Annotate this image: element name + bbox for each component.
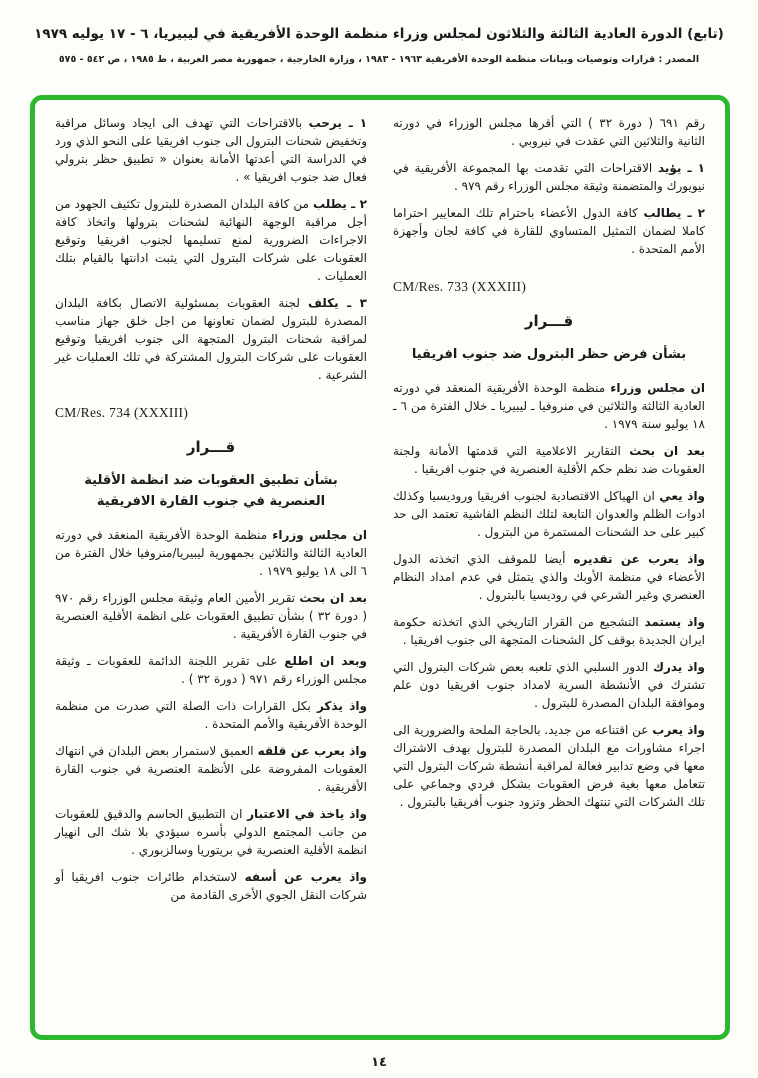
paragraph-lead: واذ يعي xyxy=(659,489,706,503)
column-right xyxy=(393,114,705,1021)
body-paragraph: رقم ٦٩١ ( دورة ٣٢ ) التي أقرها مجلس الوزراء في دورته الثانية والثلاثين التي عقدت في نيروبي . xyxy=(393,116,705,148)
body-paragraph: واذ يعرب عن أسفه لاستخدام طائرات جنوب افريقيا أو شركات النقل الجوي الأخرى القادمة من xyxy=(55,870,367,902)
page-number: ١٤ xyxy=(371,1055,387,1070)
paragraph-lead: واذ يعرب xyxy=(652,723,705,737)
paragraph-lead: ٣ ـ يكلف xyxy=(307,296,367,310)
resolution-subject: بشأن فرض حظر البترول ضد جنوب افريقيا xyxy=(411,347,687,362)
body-paragraph: ان مجلس وزراء منظمة الوحدة الأفريقية المنعقد في دورته العادية الثالثة والثلاثين بجمهورية ليبيريا/منروفيا خلال الفترة من ٦ الى ١٨ يوليو ١٩٧٩ . xyxy=(55,528,367,578)
paragraph-lead: واذ يستمد xyxy=(644,615,706,629)
body-paragraph: بعد ان بحث التقارير الاعلامية التي قدمتها الأمانة ولجنة العقوبات ضد نظم حكم الأقلية العنصرية في جنوب افريقيا . xyxy=(393,444,706,476)
resolution-reference: CM/Res. 733 (XXXIII) xyxy=(393,279,527,294)
page-footer xyxy=(0,1051,758,1070)
body-paragraph: ٢ ـ يطالب كافة الدول الأعضاء باحترام تلك المعايير احتراما كاملا لضمان التمثيل المتساوي للقارة في كافة لجان وأجهزة الأمم المتحدة . xyxy=(393,206,705,256)
paragraph-lead: بعد ان بحث xyxy=(629,444,706,458)
document-source-line: المصدر : قرارات وتوصيات وبيانات منظمة الوحدة الأفريقية ١٩٦٣ - ١٩٨٣ ، وزارة الخارجية ، جمهورية مصر العربية ، ط ١٩٨٥ ، ص ٥٤٢ - ٥٧٥ xyxy=(58,54,700,65)
resolution-heading: قـــرار xyxy=(524,312,574,330)
page-header xyxy=(0,0,758,65)
body-paragraph: واذ يدرك الدور السلبي الذي تلعبه بعض شركات البترول التي تشترك في الأنشطة السرية لامداد جنوب افريقيا دون علم وموافقة البلدان المصدرة للبترول . xyxy=(393,660,705,710)
body-paragraph: وبعد ان اطلع على تقرير اللجنة الدائمة للعقوبات ـ وثيقة مجلس الوزراء رقم ٩٧١ ( دورة ٣٢ ) . xyxy=(55,654,367,686)
body-paragraph: واذ يعرب عن قلقه العميق لاستمرار بعض البلدان في انتهاك العقوبات المفروضة على الأنظمة العنصرية في جنوب القارة الأفريقية . xyxy=(55,744,367,794)
body-paragraph: ١ ـ يرحب بالاقتراحات التي تهدف الى ايجاد وسائل مراقبة وتخفيض شحنات البترول الى جنوب افريقيا على النحو الذي ورد في الدراسة التي أعدتها الأمانة بعنوان « تطبيق حظر بترولي فعال ضد جنوب افريقيا » . xyxy=(55,116,368,184)
body-paragraph: ان مجلس وزراء منظمة الوحدة الأفريقية المنعقد في دورته العادية الثالثة والثلاثين في منروفيا ـ ليبيريا ـ خلال الفترة من ٦ ـ ١٨ يوليو سنة ١٩٧٩ . xyxy=(393,381,705,431)
resolution-heading: قـــرار xyxy=(186,438,236,456)
paragraph-lead: بعد ان بحث xyxy=(299,591,368,605)
body-paragraph: واذ يستمد التشجيع من القرار التاريخي الذي اتخذته حكومة ايران الجديدة بوقف كل الشحنات المتجهة الى جنوب افريقيا . xyxy=(393,615,706,647)
body-paragraph: واذ يعرب عن اقتناعه من جديد. بالحاجة الملحة والضرورية الى اجراء مشاورات مع البلدان المصدرة للبترول بهدف الاشتراك معها في وضع تدابير فعالة لمراقبة أنشطة شركات البترول التي تتعامل معها بغية فرض العقوبات بشكل فردي وجماعي على تلك الشركات التي تنتهك الحظر وتزود جنوب أفريقيا بالبترول . xyxy=(393,723,705,809)
paragraph-lead: واذ يدرك xyxy=(652,660,705,674)
body-paragraph: ٣ ـ يكلف لجنة العقوبات بمسئولية الاتصال بكافة البلدان المصدرة للبترول لضمان تعاونها من اجل خلق جهاز مناسب لمراقبة شحنات البترول المتجهة الى جنوب افريقيا وتوقيع العقوبات على شركات البترول المشتركة في تلك العمليات غير الشرعية . xyxy=(55,296,367,382)
paragraph-lead: واذ ياخذ في الاعتبار xyxy=(247,807,367,821)
body-paragraph: ١ ـ يؤيد الاقتراحات التي تقدمت بها المجموعة الأفريقية في نيويورك والمتضمنة وثيقة مجلس الوزراء رقم ٩٧٩ . xyxy=(393,161,705,193)
paragraph-lead: واذ يعرب عن أسفه xyxy=(244,870,367,884)
paragraph-lead: واذ يعرب عن تقديره xyxy=(573,552,705,566)
body-paragraph: بعد ان بحث تقرير الأمين العام وثيقة مجلس الوزراء رقم ٩٧٠ ( دورة ٣٢ ) بشأن تطبيق العقوبات على انظمة الأقلية العنصرية في جنوب القارة الأفريقية . xyxy=(55,591,368,641)
paragraph-lead: واذ يذكر xyxy=(316,699,367,713)
paragraph-lead: ٢ ـ يطلب xyxy=(313,197,367,211)
resolution-reference: CM/Res. 734 (XXXIII) xyxy=(55,405,189,420)
paragraph-lead: ١ ـ يرحب xyxy=(308,116,368,130)
resolution-subject: بشأن تطبيق العقوبات ضد انظمة الأقلية العنصرية في جنوب القارة الافريقية xyxy=(84,473,338,509)
body-paragraph: واذ يعي ان الهياكل الاقتصادية لجنوب افريقيا وروديسيا وكذلك ادوات الظلم والعدوان التابعة لتلك النظم الفاشية تعتمد الى حد كبير على حد الشحنات المستمرة من البترول . xyxy=(393,489,706,539)
paragraph-lead: وبعد ان اطلع xyxy=(284,654,367,668)
two-column-layout xyxy=(55,114,705,1021)
paragraph-lead: واذ يعرب عن قلقه xyxy=(257,744,367,758)
paragraph-lead: ٢ ـ يطالب xyxy=(643,206,705,220)
body-paragraph: واذ يذكر بكل القرارات ذات الصلة التي صدرت من منظمة الوحدة الأفريقية والأمم المتحدة . xyxy=(55,699,367,731)
body-paragraph: واذ يعرب عن تقديره أيضا للموقف الذي اتخذته الدول الأعضاء في منظمة الأوبك والذي يتمثل في عدم امداد النظام العنصري وغير الشرعي في روديسيا بالبترول . xyxy=(393,552,705,602)
paragraph-lead: ١ ـ يؤيد xyxy=(657,161,705,175)
paragraph-lead: ان مجلس وزراء xyxy=(610,381,705,395)
content-frame xyxy=(30,95,730,1040)
column-left xyxy=(55,114,367,1021)
body-paragraph: ٢ ـ يطلب من كافة البلدان المصدرة للبترول تكثيف الجهود من أجل مراقبة الوجهة النهائية لشحنات بترولها واتخاذ كافة الاجراءات الضرورية لمنع تسليمها لجنوب افريقيا وتوقيع العقوبات على شركات البترول التي يثبت ادانتها بالقيام بتلك العمليات . xyxy=(55,197,367,283)
paragraph-lead: ان مجلس وزراء xyxy=(272,528,367,542)
document-title: (تابع) الدورة العادية الثالثة والثلاثون لمجلس وزراء منظمة الوحدة الأفريقية في ليبيريا، ٦ - ١٧ يوليه ١٩٧٩ xyxy=(34,26,724,42)
body-paragraph: واذ ياخذ في الاعتبار ان التطبيق الحاسم والدقيق للعقوبات من جانب المجتمع الدولي بأسره سيؤدي بلا شك الى انهيار انظمة الأقلية العنصرية في بريتوريا وسالزبوري . xyxy=(55,807,367,857)
